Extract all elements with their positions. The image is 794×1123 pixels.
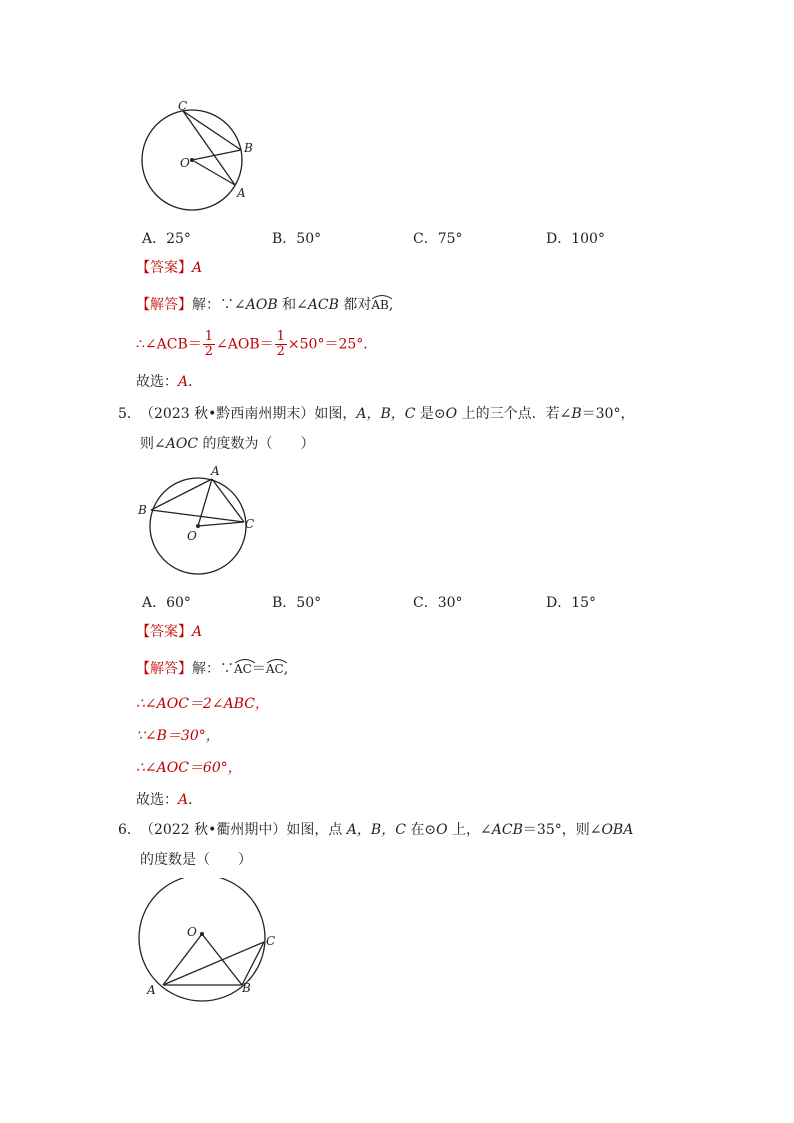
q4-solution-dui: 都对 [338, 297, 372, 313]
q5-choose: 故选：A． [136, 792, 203, 808]
q4-option-c: C．75° [413, 231, 463, 247]
q4-line2-b: ∠AOB＝ [216, 336, 274, 353]
q5-label-o: O [187, 529, 197, 543]
q5-circle-figure [130, 462, 270, 582]
q6-stem-line1: （2022 秋•衢州期中）如图，点 A，B，C 在⊙O 上，∠ACB＝35°，则∠OBA [140, 822, 634, 838]
q4-solution-acb: ACB [307, 297, 339, 313]
q4-label-o: O [180, 156, 190, 170]
q4-solution-line1 [136, 294, 393, 315]
q6-circle-figure [125, 878, 295, 1008]
q5-number: 5． [118, 406, 141, 422]
q4-circle-figure [130, 95, 270, 215]
q5-arc-ac-2: AC [266, 658, 284, 675]
q4-label-a: A [237, 186, 246, 200]
q4-option-d: D．100° [546, 231, 605, 247]
q4-choose [136, 372, 202, 392]
q4-solution-end: , [388, 297, 394, 313]
q5-option-c: C．30° [413, 595, 463, 611]
q4-solution-prefix: 解：∵∠ [192, 297, 246, 313]
q4-solution-and: 和∠ [277, 297, 308, 313]
q4-solution-tag: 【解答】 [136, 297, 192, 313]
q4-answer-value: A [192, 260, 203, 276]
q4-solution-line2 [136, 330, 377, 359]
q4-option-a: A．25° [142, 231, 191, 247]
q4-option-b: B．50° [272, 231, 322, 247]
q4-answer-tag: 【答案】 [136, 260, 192, 276]
q5-solution-line3: ∵∠B＝30°， [136, 728, 220, 744]
q6-label-a: A [147, 983, 156, 997]
q5-solution-line2: ∴∠AOC＝2∠ABC， [136, 696, 269, 712]
q4-label-b: B [244, 141, 253, 155]
q6-number: 6． [118, 822, 141, 838]
q5-stem-line1: （2023 秋•黔西南州期末）如图，A，B，C 是⊙O 上的三个点．若∠B＝30°， [140, 406, 635, 422]
q4-choose-label: 故选： [136, 374, 178, 390]
q4-choose-value: A [178, 374, 189, 390]
q4-solution-aob: AOB [245, 297, 278, 313]
q4-fraction-1: $\frac{1}{2}$ [204, 329, 214, 359]
q5-option-b: B．50° [272, 595, 322, 611]
q4-fraction-2: $\frac{1}{2}$ [276, 329, 285, 359]
q5-label-a: A [211, 464, 220, 478]
q6-label-b: B [242, 981, 251, 995]
q4-answer [136, 258, 202, 278]
q5-option-a: A．60° [142, 595, 191, 611]
q5-stem-line2: 则∠AOC 的度数为（ ） [140, 436, 315, 452]
q5-label-b: B [138, 503, 147, 517]
q5-solution-line1: 【解答】解：∵ AC＝ AC, [136, 658, 288, 679]
q4-arc-ab: AB [371, 294, 388, 311]
q4-label-c: C [178, 99, 188, 113]
q4-line2-a: ∴∠ACB＝ [136, 336, 202, 353]
q5-arc-ac-1: AC [234, 658, 252, 675]
q5-option-d: D．15° [546, 595, 597, 611]
q5-label-c: C [245, 517, 255, 531]
q6-stem-line2: 的度数是（ ） [140, 852, 252, 868]
q4-choose-end: ． [188, 374, 203, 390]
q6-label-o: O [187, 925, 197, 939]
q6-label-c: C [266, 934, 276, 948]
q4-line2-c: ×50°＝25°． [287, 336, 378, 353]
q5-answer: 【答案】A [136, 624, 203, 640]
q5-solution-line4: ∴∠AOC＝60°， [136, 760, 242, 776]
